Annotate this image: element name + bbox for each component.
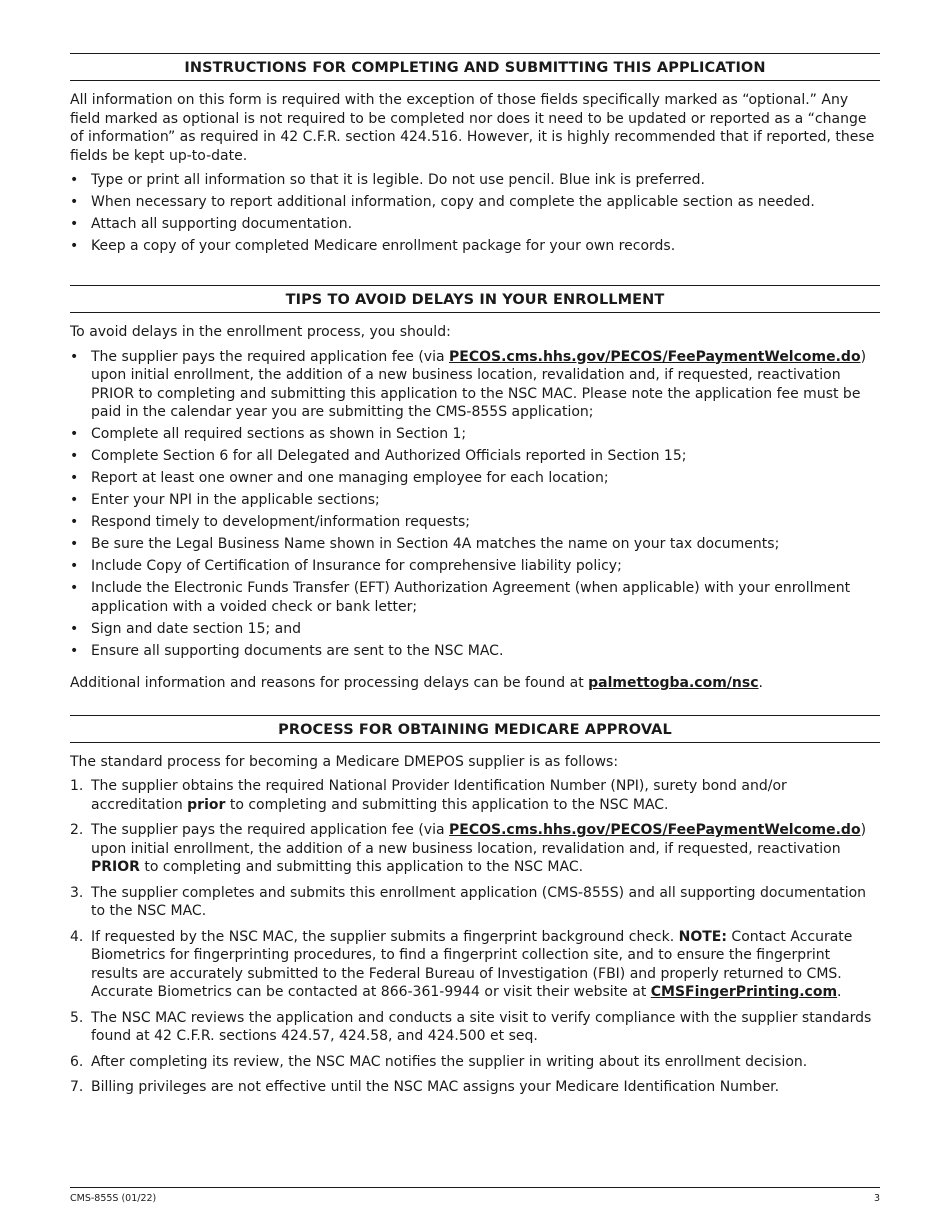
bullet-icon: • xyxy=(70,426,79,442)
section-title-tips: TIPS TO AVOID DELAYS IN YOUR ENROLLMENT xyxy=(70,285,880,313)
bullet-icon: • xyxy=(70,448,79,464)
tips-intro: To avoid delays in the enrollment process, you should: xyxy=(70,324,451,340)
bullet-icon: • xyxy=(70,558,79,574)
list-item: • When necessary to report additional information, copy and complete the applicable section as needed. xyxy=(70,194,815,210)
bullet-icon: • xyxy=(70,194,79,210)
bullet-icon: • xyxy=(70,172,79,188)
tips-closing: Additional information and reasons for processing delays can be found at palmettogba.com/nsc. xyxy=(70,675,763,691)
bullet-icon: • xyxy=(70,536,79,552)
section-title-process: PROCESS FOR OBTAINING MEDICARE APPROVAL xyxy=(70,715,880,743)
list-item: 2. The supplier pays the required application fee (via PECOS.cms.hhs.gov/PECOS/FeePaymentWelcome.do) upon initial enrollment, the addition of a new business location, revalidation and, if requested, reactivation PRIOR to completing and submitting this application to the NSC MAC. xyxy=(70,822,867,875)
bullet-icon: • xyxy=(70,348,79,365)
fee-payment-link[interactable]: PECOS.cms.hhs.gov/PECOS/FeePaymentWelcome.do xyxy=(449,348,861,365)
process-steps xyxy=(70,777,880,1097)
list-item: 6. After completing its review, the NSC MAC notifies the supplier in writing about its enrollment decision. xyxy=(70,1053,808,1070)
bullet-icon: • xyxy=(70,470,79,486)
fee-payment-link[interactable]: PECOS.cms.hhs.gov/PECOS/FeePaymentWelcome.do xyxy=(449,822,861,838)
fingerprinting-link[interactable]: CMSFingerPrinting.com xyxy=(650,984,838,1000)
list-item: • Report at least one owner and one managing employee for each location; xyxy=(70,470,609,486)
section-title-instructions: INSTRUCTIONS FOR COMPLETING AND SUBMITTING THIS APPLICATION xyxy=(70,53,880,81)
page-number: 3 xyxy=(873,1193,880,1204)
bullet-icon: • xyxy=(70,216,79,232)
instructions-intro: All information on this form is required with the exception of those fields specifically marked as “optional.” Any field marked as optional is not required to be completed nor does it need to be updated or reported as a “change of information” as required in 42 C.F.R. section 424.516. However, it is highly recommended that if reported, these fields be kept up-to-date. xyxy=(70,92,875,164)
bullet-icon: • xyxy=(70,620,79,637)
list-item: • The supplier pays the required application fee (via PECOS.cms.hhs.gov/PECOS/FeePaymentWelcome.do) upon initial enrollment, the addition of a new business location, revalidation and, if requested, reactivation PRIOR to completing and submitting this application to the NSC MAC. Please note the application fee must be paid in the calendar year you are submitting the CMS-855S application; xyxy=(70,348,867,420)
process-intro: The standard process for becoming a Medicare DMEPOS supplier is as follows: xyxy=(70,753,619,770)
bullet-icon: • xyxy=(70,580,79,596)
list-item: • Type or print all information so that it is legible. Do not use pencil. Blue ink is preferred. xyxy=(70,172,705,188)
document-page xyxy=(70,53,880,1104)
list-item: • Keep a copy of your completed Medicare enrollment package for your own records. xyxy=(70,238,676,254)
list-item: • Respond timely to development/information requests; xyxy=(70,514,470,530)
list-item: • Be sure the Legal Business Name shown in Section 4A matches the name on your tax documents; xyxy=(70,536,780,552)
list-item: 1. The supplier obtains the required National Provider Identification Number (NPI), surety bond and/or accreditation prior to completing and submitting this application to the NSC MAC. xyxy=(70,778,787,813)
page-footer xyxy=(70,1187,880,1204)
list-item: 3. The supplier completes and submits this enrollment application (CMS-855S) and all supporting documentation to the NSC MAC. xyxy=(70,884,867,919)
list-item: • Complete Section 6 for all Delegated and Authorized Officials reported in Section 15; xyxy=(70,448,687,464)
palmetto-link[interactable]: palmettogba.com/nsc xyxy=(588,675,759,691)
list-item: • Include Copy of Certification of Insurance for comprehensive liability policy; xyxy=(70,558,622,574)
list-item: • Enter your NPI in the applicable sections; xyxy=(70,492,380,508)
bullet-icon: • xyxy=(70,238,79,254)
instructions-list xyxy=(70,171,880,256)
form-id: CMS-855S (01/22) xyxy=(70,1193,157,1204)
list-item: 4. If requested by the NSC MAC, the supplier submits a fingerprint background check. NOTE: Contact Accurate Biometrics for fingerprinting procedures, to find a fingerprint collection site, and to ensure the fingerprint results are accurately submitted to the Federal Bureau of Investigation (FBI) and properly returned to CMS. Accurate Biometrics can be contacted at 866-361-9944 or visit their website at CMSFingerPrinting.com. xyxy=(70,928,853,1000)
list-item: 5. The NSC MAC reviews the application and conducts a site visit to verify compliance with the supplier standards found at 42 C.F.R. sections 424.57, 424.58, and 424.500 et seq. xyxy=(70,1009,872,1044)
list-item: • Attach all supporting documentation. xyxy=(70,216,353,232)
bullet-icon: • xyxy=(70,642,79,659)
list-item: • Include the Electronic Funds Transfer (EFT) Authorization Agreement (when applicable) with your enrollment application with a voided check or bank letter; xyxy=(70,580,851,615)
bullet-icon: • xyxy=(70,514,79,530)
list-item: • Complete all required sections as shown in Section 1; xyxy=(70,426,467,442)
list-item: • Sign and date section 15; and xyxy=(70,620,301,637)
tips-list xyxy=(70,348,880,661)
list-item: • Ensure all supporting documents are sent to the NSC MAC. xyxy=(70,642,504,659)
list-item: 7. Billing privileges are not effective until the NSC MAC assigns your Medicare Identification Number. xyxy=(70,1079,780,1095)
bullet-icon: • xyxy=(70,492,79,508)
